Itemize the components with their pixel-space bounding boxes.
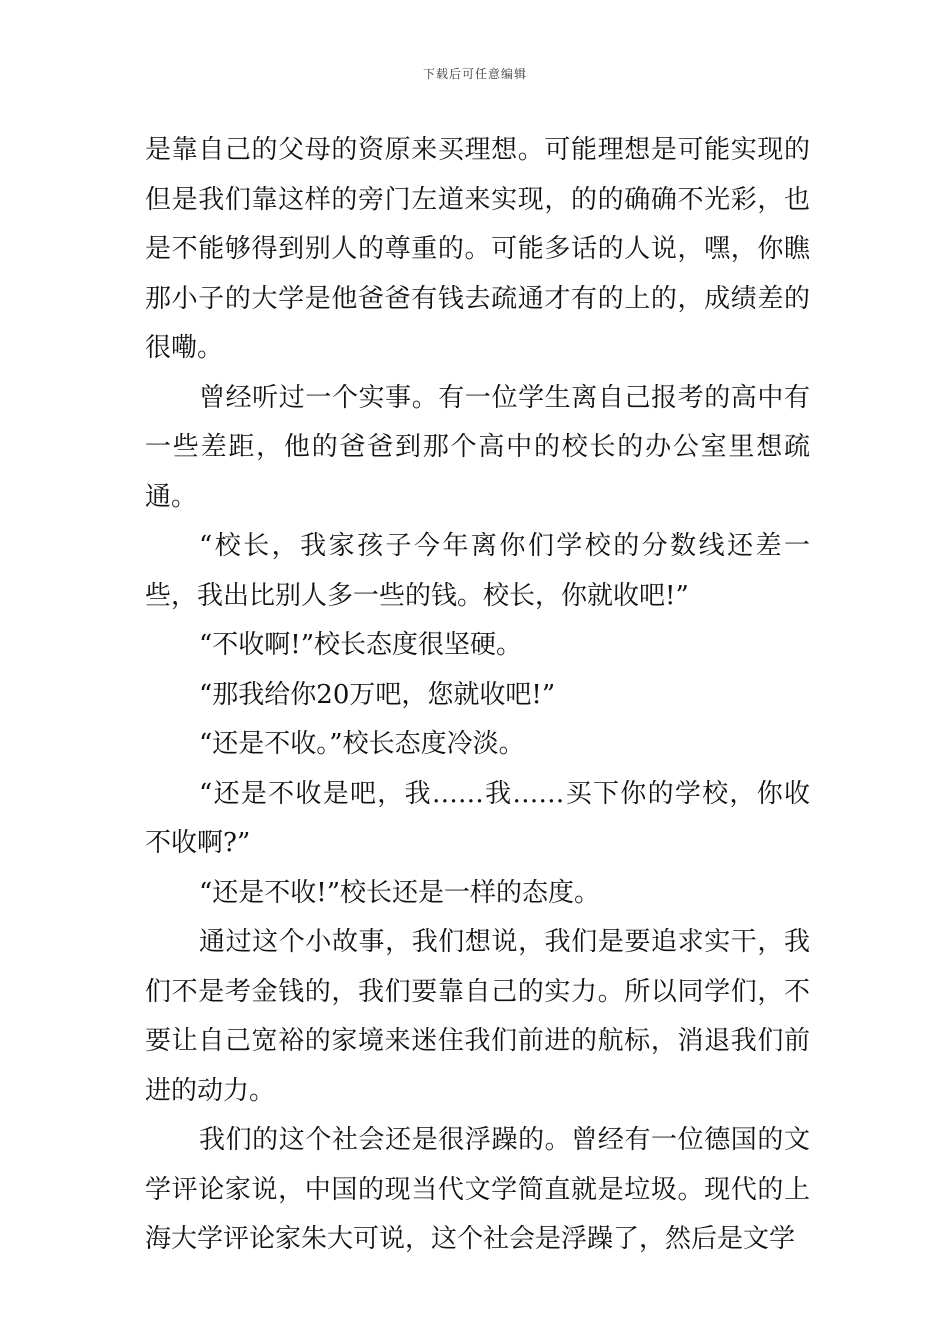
document-body	[145, 126, 810, 1265]
paragraph-4: “不收啊!”校长态度很坚硬。	[199, 630, 523, 660]
paragraph-2: 曾经听过一个实事。有一位学生离自己报考的高中有一些差距，他的爸爸到那个高中的校长的办公室里想疏通。	[145, 382, 810, 512]
page-header: 下载后可任意编辑	[422, 67, 527, 81]
paragraph-6: “还是不收。”校长态度冷淡。	[199, 729, 525, 759]
paragraph-9: 通过这个小故事，我们想说，我们是要追求实干，我们不是考金钱的，我们要靠自己的实力。所以同学们，不要让自己宽裕的家境来迷住我们前进的航标，消退我们前进的动力。	[145, 927, 810, 1106]
paragraph-10: 我们的这个社会还是很浮躁的。曾经有一位德国的文学评论家说，中国的现当代文学简直就是垃圾。现代的上海大学评论家朱大可说，这个社会是浮躁了，然后是文学	[145, 1125, 810, 1254]
paragraph-1: 是靠自己的父母的资原来买理想。可能理想是可能实现的但是我们靠这样的旁门左道来实现，的的确确不光彩，也是不能够得到别人的尊重的。可能多话的人说，嘿，你瞧那小子的大学是他爸爸有钱去疏通才有的上的，成绩差的很嘞。	[145, 135, 810, 363]
paragraph-7: “还是不收是吧，我……我……买下你的学校，你收不收啊?”	[145, 778, 810, 858]
paragraph-3: “校长，我家孩子今年离你们学校的分数线还差一些，我出比别人多一些的钱。校长，你就收吧!”	[145, 531, 810, 611]
paragraph-8: “还是不收!”校长还是一样的态度。	[199, 877, 601, 908]
paragraph-5: “那我给你20万吧，您就收吧!”	[199, 679, 556, 710]
